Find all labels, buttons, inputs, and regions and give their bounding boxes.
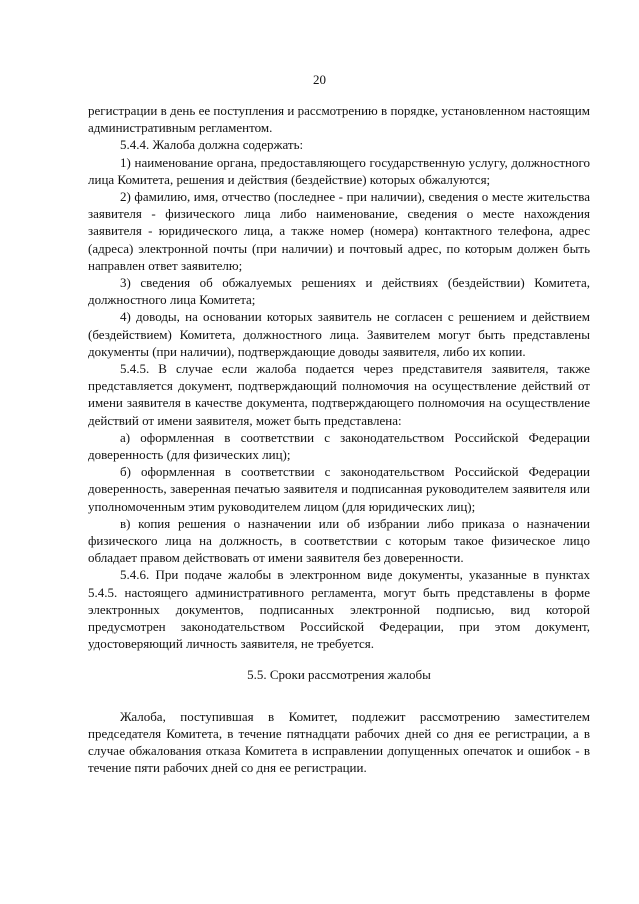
- paragraph-5-4-5: 5.4.5. В случае если жалоба подается через представителя заявителя, также представляется документ, подтверждающий полномочия на осуществление действий от имени заявителя в качестве документа, подтверждающего полномочия на осуществление действий от имени заявителя, может быть представлена:: [88, 361, 590, 428]
- paragraph-continuation: регистрации в день ее поступления и рассмотрению в порядке, установленном настоящим административным регламентом.: [88, 103, 590, 136]
- section-heading-5-5: 5.5. Сроки рассмотрения жалобы: [247, 666, 431, 682]
- list-item-2: 2) фамилию, имя, отчество (последнее - при наличии), сведения о месте жительства заявителя - физического лица либо наименование, сведения о месте нахождения заявителя - юридического лица, а также номер (номера) контактного телефона, адрес (адреса) электронной почты (при наличии) и почтовый адрес, по которым должен быть направлен ответ заявителю;: [88, 189, 590, 273]
- document-body: [88, 102, 590, 777]
- list-item-3: 3) сведения об обжалуемых решениях и действиях (бездействии) Комитета, должностного лица Комитета;: [88, 275, 590, 308]
- paragraph-5-5-body: Жалоба, поступившая в Комитет, подлежит рассмотрению заместителем председателя Комитета, в течение пятнадцати рабочих дней со дня ее регистрации, а в случае обжалования отказа Комитета в исправлении допущенных опечаток и ошибок - в течение пяти рабочих дней со дня ее регистрации.: [88, 708, 590, 776]
- list-item-4: 4) доводы, на основании которых заявитель не согласен с решением и действием (бездействием) Комитета, должностного лица. Заявителем могут быть представлены документы (при наличии), подтверждающие доводы заявителя, либо их копии.: [88, 309, 590, 359]
- list-item-1: 1) наименование органа, предоставляющего государственную услугу, должностного лица Комитета, решения и действия (бездействие) которых обжалуются;: [88, 154, 590, 187]
- paragraph-5-4-4: 5.4.4. Жалоба должна содержать:: [120, 137, 304, 153]
- list-item-a: а) оформленная в соответствии с законодательством Российской Федерации доверенность (для физических лиц);: [88, 429, 590, 463]
- paragraph-5-4-6: 5.4.6. При подаче жалобы в электронном виде документы, указанные в пунктах 5.4.5. настоящего административного регламента, могут быть представлены в форме электронных документов, подписанных электронной подписью, вид которой предусмотрен законодательством Российской Федерации, при этом документ, удостоверяющий личность заявителя, не требуется.: [88, 567, 590, 652]
- page-number: 20: [313, 72, 326, 87]
- list-item-v: в) копия решения о назначении или об избрании либо приказа о назначении физического лица на должность, в соответствии с которым такое физическое лицо обладает правом действовать от имени заявителя без доверенности.: [88, 515, 590, 566]
- list-item-b: б) оформленная в соответствии с законодательством Российской Федерации доверенность, заверенная печатью заявителя и подписанная руководителем заявителя или уполномоченным этим руководителем лицом (для юридических лиц);: [88, 464, 590, 514]
